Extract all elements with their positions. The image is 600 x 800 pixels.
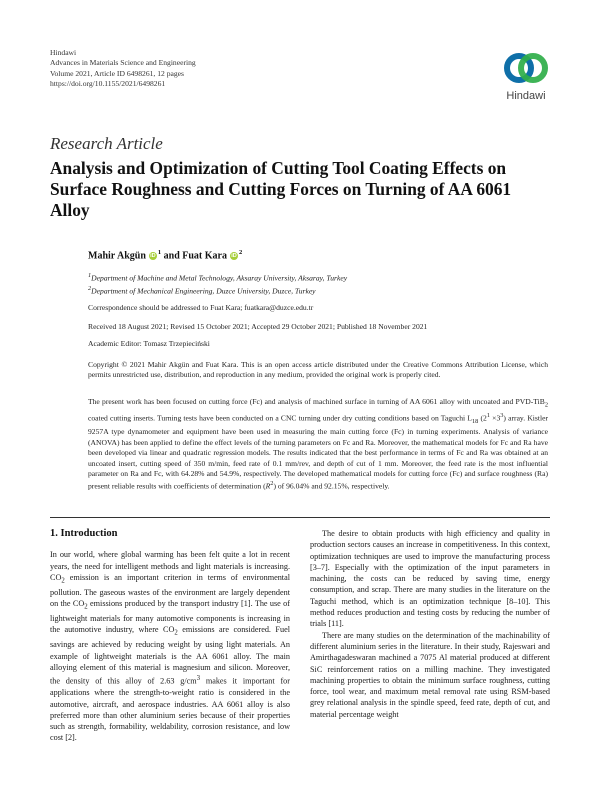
copyright-notice: Copyright © 2021 Mahir Akgün and Fuat Kara. This is an open access article distributed under the Creative Commons Attribution License, which permits unrestricted use, distribution, and reproduction in any medium, provided the original work is properly cited.	[88, 360, 548, 380]
volume-line: Volume 2021, Article ID 6498261, 12 pages	[50, 68, 184, 78]
author-name[interactable]: Fuat Kara	[182, 250, 227, 262]
doi-link[interactable]: https://doi.org/10.1155/2021/6498261	[50, 79, 166, 89]
author-separator: and	[161, 250, 183, 262]
hindawi-rings-icon	[504, 48, 548, 88]
article-title: Analysis and Optimization of Cutting Tool Coating Effects on Surface Roughness and Cutting Forces on Turning of AA 6061 Alloy	[50, 158, 512, 220]
journal-name: Advances in Materials Science and Engineering	[50, 58, 196, 68]
author-affiliation-mark: 2	[238, 249, 243, 256]
hindawi-logo	[496, 48, 556, 106]
body-paragraph: The desire to obtain products with high efficiency and quality in production sectors causes an increase in competitiveness. In this context, optimization techniques are used to improve the manufacturing process [3–7]. Especially with the optimization of the input parameters in machining, the costs can be reduced by saving time, energy consumption, and scrap. There are many studies in the literature on the Taguchi method, which is an optimization technique [8–10]. This method reduces production and testing costs by reducing the number of trials [11].	[310, 529, 550, 629]
abstract: The present work has been focused on cutting force (Fc) and analysis of machined surface in turning of AA 6061 alloy with uncoated and PVD-TiB$_2$ coated cutting inserts. Turning tests have been conducted on a CNC turning under dry cutting conditions based on Taguchi $L_{18}$ $(2^1 \times 3^3)$ array. Kistler 9257A type dynamometer and equipment have been used in measuring the main cutting force (Fc) in turning experiments. Analysis of variance (ANOVA) has been applied to define the effect levels of the turning parameters on Fc and Ra. Moreover, the mathematical models for Fc and Ra have been developed via linear and quadratic regression models. The results indicated that the best performance in terms of Fc and Ra was obtained at an uncoated insert, cutting speed of 350 m/min, feed rate of 0.1 mm/rev, and depth of cut of 1 mm. Moreover, the feed rate is the most influential parameter on Ra and Fc, with 64.28% and 54.9%, respectively. The developed mathematical models for cutting force (Fc) and surface roughness (Ra) present reliable results with coefficients of determination $(R^2)$ of 96.04% and 92.15%, respectively.	[88, 397, 548, 491]
author-name[interactable]: Mahir Akgün	[88, 250, 146, 262]
orcid-icon[interactable]: iD	[150, 253, 156, 260]
academic-editor: Academic Editor: Tomasz Trzepieciński	[88, 339, 210, 348]
body-paragraph: In our world, where global warming has been felt quite a lot in recent years, the need for intelligent methods and light materials is increasing. $CO_2$ emission is an important criterion in terms of environmental pollution. The gaseous wastes of the environment are largely dependent on the $CO_2$ emissions produced by the transport industry [1]. The use of lightweight materials for many automotive components is increasing in the automotive industry, where $CO_2$ emissions are considered. Fuel savings are achieved by reducing weight by using light materials. An example of lightweight materials is the AA 6061 alloy. The main alloying element of this material is magnesium and silicon. Moreover, the density of this alloy of 2.63 $g/cm^3$ makes it important for applications where the strength-to-weight ratio is considered in the automotive, aircraft, and aerospace industries. AA 6061 alloy is also preferred more than other aluminium series because of their properties such as strength, formability, weldability, corrosion resistance, and low cost [2].	[50, 550, 290, 743]
body-paragraph: There are many studies on the determination of the machinability of different aluminium series in the literature. In their study, Rajeswari and Amirthagadeswaran machined a 7075 Al material produced at different SiC reinforcement ratios on a milling machine. They investigated machining properties to obtain the minimum surface roughness, cutting force, tool wear, and maximum metal removal rate using RSM-based grey relational analysis in the spindle speed, feed rate, depth of cut, and material percentage weight	[310, 630, 550, 719]
journal-info	[50, 48, 196, 90]
orcid-icon[interactable]: iD	[231, 253, 237, 260]
logo-wordmark: Hindawi	[506, 90, 546, 102]
publication-dates: Received 18 August 2021; Revised 15 October 2021; Accepted 29 October 2021; Published 18 November 2021	[88, 322, 428, 331]
affiliations	[88, 271, 548, 297]
section-divider	[50, 517, 550, 518]
correspondence: Correspondence should be addressed to Fuat Kara; fuatkara@duzce.edu.tr	[88, 303, 314, 312]
section-heading: 1. Introduction	[50, 528, 118, 539]
body-column-right	[310, 528, 550, 720]
body-column-left	[50, 528, 290, 744]
publisher-name: Hindawi	[50, 48, 77, 57]
author-list	[88, 249, 242, 261]
author-affiliation-mark: 1	[157, 249, 162, 256]
affiliation-item: $^1$Department of Machine and Metal Technology, Aksaray University, Aksaray, Turkey	[88, 272, 348, 283]
article-type: Research Article	[50, 134, 163, 153]
affiliation-item: $^2$Department of Mechanical Engineering, Duzce University, Duzce, Turkey	[88, 284, 316, 296]
